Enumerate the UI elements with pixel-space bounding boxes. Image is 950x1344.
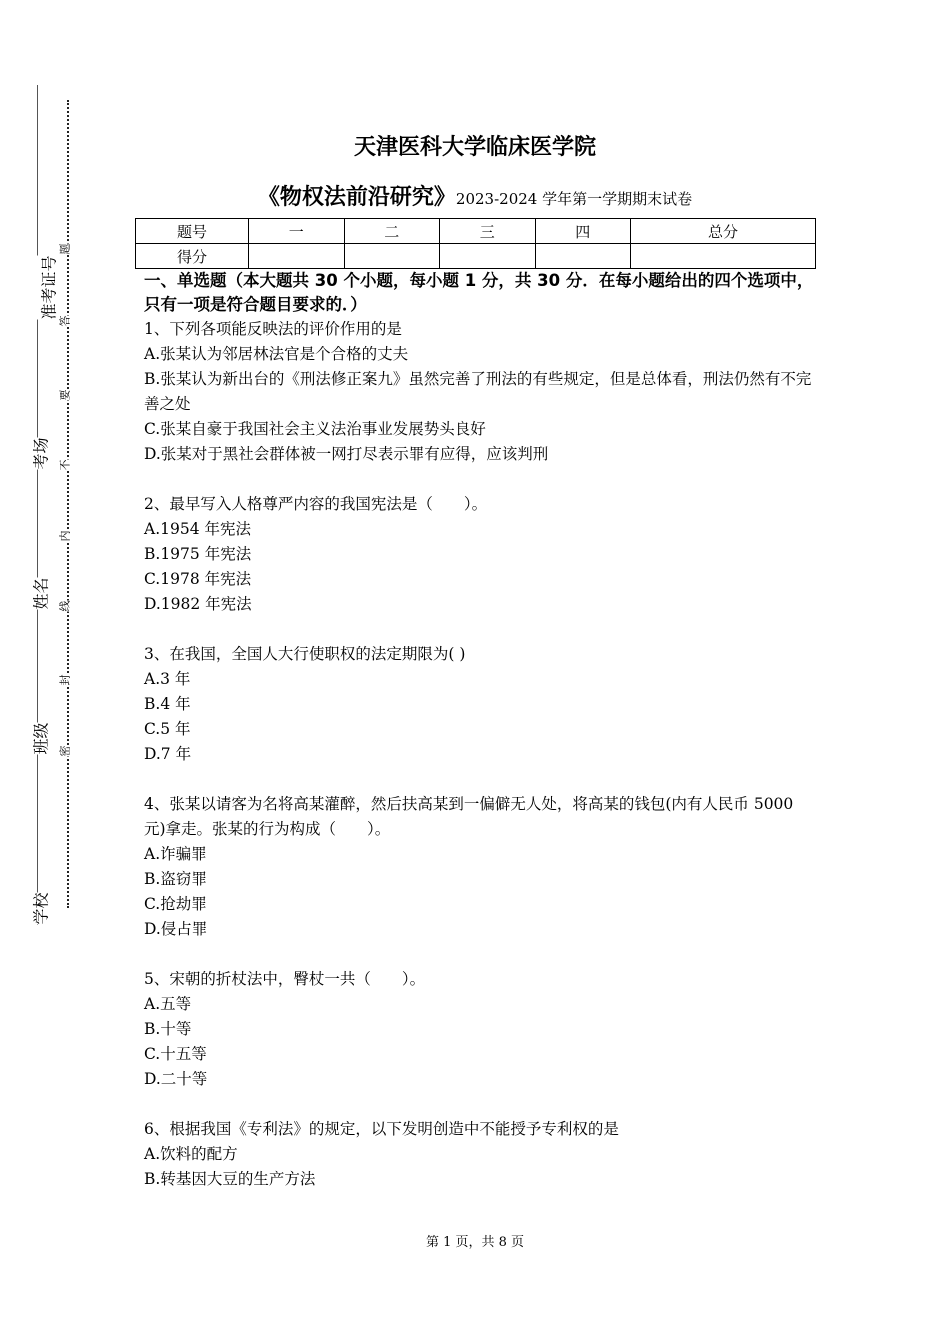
question — [144, 492, 814, 617]
seal-char: 题 — [58, 243, 72, 255]
margin-label-name: 姓名 — [27, 577, 54, 609]
margin-label-exam-room: 考场 — [27, 437, 54, 469]
exam-term: 2023-2024 学年第一学期期末试卷 — [455, 190, 693, 208]
question-stem: 1、下列各项能反映法的评价作用的是 — [144, 320, 402, 338]
score-cell — [344, 244, 440, 269]
score-table-header — [136, 219, 816, 244]
answer-option: A.张某认为邻居林法官是个合格的丈夫 — [144, 345, 409, 363]
question — [144, 792, 814, 942]
answer-option: A.五等 — [144, 995, 192, 1013]
blank-line — [144, 617, 814, 642]
course-name: 《物权法前沿研究》 — [257, 185, 456, 210]
answer-option: B.转基因大豆的生产方法 — [144, 1170, 316, 1188]
question — [144, 967, 814, 1092]
question-stem: 3、在我国，全国人大行使职权的法定期限为( ) — [144, 645, 466, 663]
blank-line — [144, 767, 814, 792]
question-stem: 6、根据我国《专利法》的规定，以下发明创造中不能授予专利权的是 — [144, 1120, 619, 1138]
table-cell: 题号 — [136, 219, 249, 244]
answer-option: C.抢劫罪 — [144, 895, 207, 913]
answer-option: D.二十等 — [144, 1070, 208, 1088]
answer-option: D.1982 年宪法 — [144, 595, 252, 613]
blank-line — [144, 467, 814, 492]
margin-label-school: 学校 — [27, 892, 54, 924]
answer-option: D.7 年 — [144, 745, 192, 763]
binding-line — [37, 85, 38, 925]
blank-line — [144, 942, 814, 967]
answer-option: B.4 年 — [144, 695, 191, 713]
seal-char: 答 — [58, 315, 72, 327]
margin-label-class: 班级 — [27, 722, 54, 754]
score-cell — [440, 244, 536, 269]
seal-dotted-line — [67, 100, 69, 908]
seal-char: 线 — [58, 600, 72, 612]
answer-option: B.张某认为新出台的《刑法修正案九》虽然完善了刑法的有些规定，但是总体看，刑法仍然有不完善之处 — [144, 370, 812, 413]
answer-option: D.张某对于黑社会群体被一网打尽表示罪有应得，应该判刑 — [144, 445, 549, 463]
answer-option: B.盗窃罪 — [144, 870, 207, 888]
table-cell: 一 — [249, 219, 345, 244]
school-title: 天津医科大学临床医学院 — [353, 135, 596, 160]
seal-char: 封 — [58, 674, 72, 686]
answer-option: B.1975 年宪法 — [144, 545, 252, 563]
answer-option: A.1954 年宪法 — [144, 520, 251, 538]
section-heading: 一、单选题（本大题共 30 个小题，每小题 1 分，共 30 分．在每小题给出的四个选项中，只有一项是符合题目要求的．） — [144, 271, 814, 314]
margin-label-exam-id: 准考证号 — [35, 255, 62, 319]
answer-option: C.张某自豪于我国社会主义法治事业发展势头良好 — [144, 420, 486, 438]
question-list — [144, 317, 814, 1192]
question — [144, 317, 814, 467]
answer-option: A.诈骗罪 — [144, 845, 207, 863]
score-cell — [535, 244, 631, 269]
score-table-row — [136, 244, 816, 269]
exam-content — [144, 269, 814, 1192]
seal-char: 内 — [58, 530, 72, 542]
table-cell: 得分 — [136, 244, 249, 269]
blank-line — [144, 1092, 814, 1117]
score-cell — [249, 244, 345, 269]
seal-char: 密 — [58, 745, 72, 757]
answer-option: C.1978 年宪法 — [144, 570, 252, 588]
answer-option: D.侵占罪 — [144, 920, 208, 938]
answer-option: B.十等 — [144, 1020, 192, 1038]
answer-option: C.5 年 — [144, 720, 191, 738]
seal-char: 不 — [58, 459, 72, 471]
question — [144, 1117, 814, 1192]
table-cell: 四 — [535, 219, 631, 244]
question — [144, 642, 814, 767]
answer-option: C.十五等 — [144, 1045, 207, 1063]
table-cell: 三 — [440, 219, 536, 244]
answer-option: A.饮料的配方 — [144, 1145, 238, 1163]
exam-subtitle — [0, 180, 950, 211]
question-stem: 5、宋朝的折杖法中，臀杖一共（ ）。 — [144, 970, 426, 988]
score-cell — [631, 244, 816, 269]
question-stem: 4、张某以请客为名将高某灌醉，然后扶高某到一偏僻无人处，将高某的钱包(内有人民币 5000 元)拿走。张某的行为构成（ ）。 — [144, 795, 794, 838]
table-cell: 二 — [344, 219, 440, 244]
seal-char: 要 — [58, 389, 72, 401]
page-footer: 第 1 页，共 8 页 — [425, 1235, 525, 1250]
question-stem: 2、最早写入人格尊严内容的我国宪法是（ ）。 — [144, 495, 488, 513]
table-cell: 总分 — [631, 219, 816, 244]
answer-option: A.3 年 — [144, 670, 191, 688]
score-table — [135, 218, 816, 269]
